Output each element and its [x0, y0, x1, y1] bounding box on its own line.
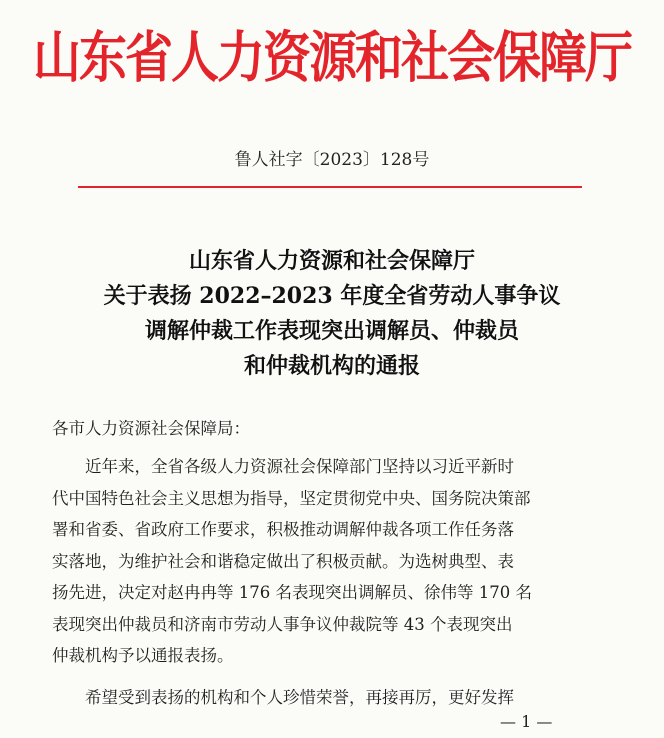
salutation: 各市人力资源社会保障局： [52, 419, 250, 438]
paragraph-line: 署和省委、省政府工作要求，积极推动调解仲裁各项工作任务落 [52, 520, 514, 539]
paragraph-line: 表现突出仲裁员和济南市劳动人事争议仲裁院等 43 个表现突出 [52, 614, 513, 634]
body-paragraph-1 [52, 451, 618, 672]
page-number: — 1 — [500, 712, 553, 731]
title-line-4: 和仲裁机构的通报 [243, 353, 420, 379]
title-line-3: 调解仲裁工作表现突出调解员、仲裁员 [144, 318, 519, 344]
paragraph-line: 仲裁机构予以通报表扬。 [52, 646, 234, 665]
paragraph-line: 希望受到表扬的机构和个人珍惜荣誉，再接再厉，更好发挥 [85, 688, 514, 707]
document-title [0, 244, 664, 384]
paragraph-line: 代中国特色社会主义思想为指导，坚定贯彻党中央、国务院决策部 [52, 488, 531, 508]
paragraph-line: 实落地，为维护社会和谐稳定做出了积极贡献。为选树典型、表 [52, 551, 514, 571]
paragraph-line: 近年来，全省各级人力资源社会保障部门坚持以习近平新时 [85, 457, 514, 476]
paragraph-line: 扬先进，决定对赵冉冉等 176 名表现突出调解员、徐伟等 170 名 [52, 583, 532, 602]
agency-header: 山东省人力资源和社会保障厅 [32, 25, 631, 91]
body-paragraph-2 [52, 682, 618, 714]
title-line-2: 关于表扬 2022–2023 年度全省劳动人事争议 [103, 283, 561, 309]
document-number: 鲁人社字〔2023〕128号 [234, 150, 430, 170]
red-divider-line [78, 186, 582, 188]
title-line-1: 山东省人力资源和社会保障厅 [188, 248, 475, 274]
